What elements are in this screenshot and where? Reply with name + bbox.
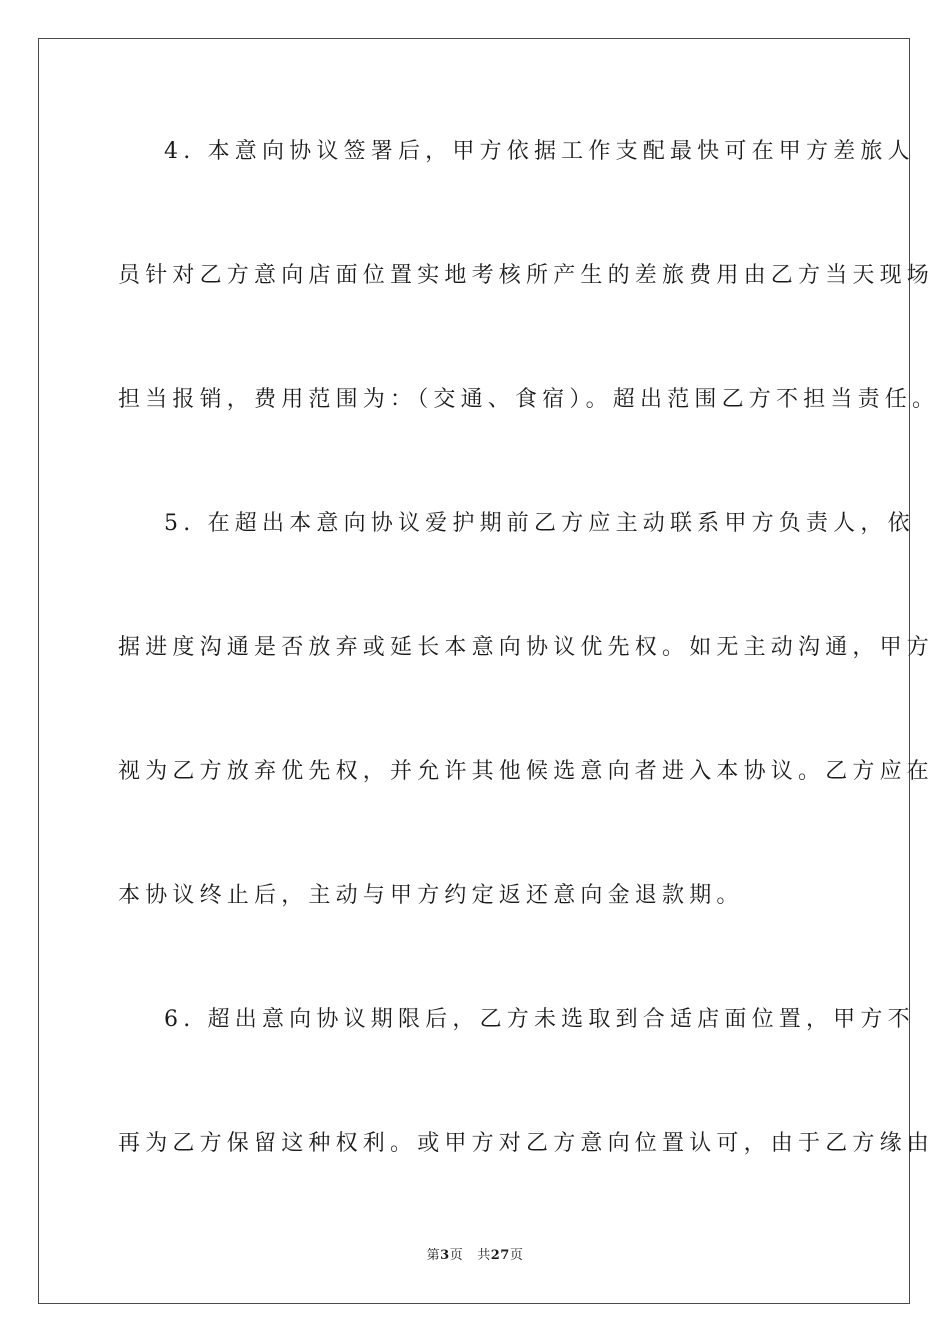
paragraph-5-line-2: 据进度沟通是否放弃或延长本意向协议优先权。如无主动沟通，甲方 bbox=[118, 635, 935, 660]
total-pages: 27 bbox=[490, 1248, 510, 1263]
paragraph-5-line-3: 视为乙方放弃优先权，并允许其他候选意向者进入本协议。乙方应在 bbox=[118, 759, 935, 784]
paragraph-5-line-4: 本协议终止后，主动与甲方约定返还意向金退款期。 bbox=[118, 883, 744, 908]
paragraph-4-line-2: 员针对乙方意向店面位置实地考核所产生的差旅费用由乙方当天现场 bbox=[118, 263, 935, 288]
page-footer bbox=[0, 1247, 950, 1265]
page-number: 3 bbox=[440, 1248, 450, 1263]
paragraph-4-line-1: 4. 本意向协议签署后，甲方依据工作支配最快可在甲方差旅人 bbox=[164, 139, 915, 164]
total-unit: 页 bbox=[509, 1248, 524, 1263]
paragraph-6-line-2: 再为乙方保留这种权利。或甲方对乙方意向位置认可，由于乙方缘由 bbox=[118, 1131, 935, 1156]
page-border bbox=[38, 38, 940, 1304]
paragraph-5-line-1: 5. 在超出本意向协议爱护期前乙方应主动联系甲方负责人，依 bbox=[164, 511, 915, 536]
page-unit: 页 bbox=[449, 1248, 464, 1263]
page-prefix: 第 bbox=[426, 1248, 441, 1263]
total-prefix: 共 bbox=[477, 1248, 491, 1263]
paragraph-6-line-1: 6. 超出意向协议期限后，乙方未选取到合适店面位置，甲方不 bbox=[164, 1007, 915, 1032]
paragraph-4-line-3: 担当报销，费用范围为：（交通、食宿）。超出范围乙方不担当责任。 bbox=[118, 387, 940, 412]
